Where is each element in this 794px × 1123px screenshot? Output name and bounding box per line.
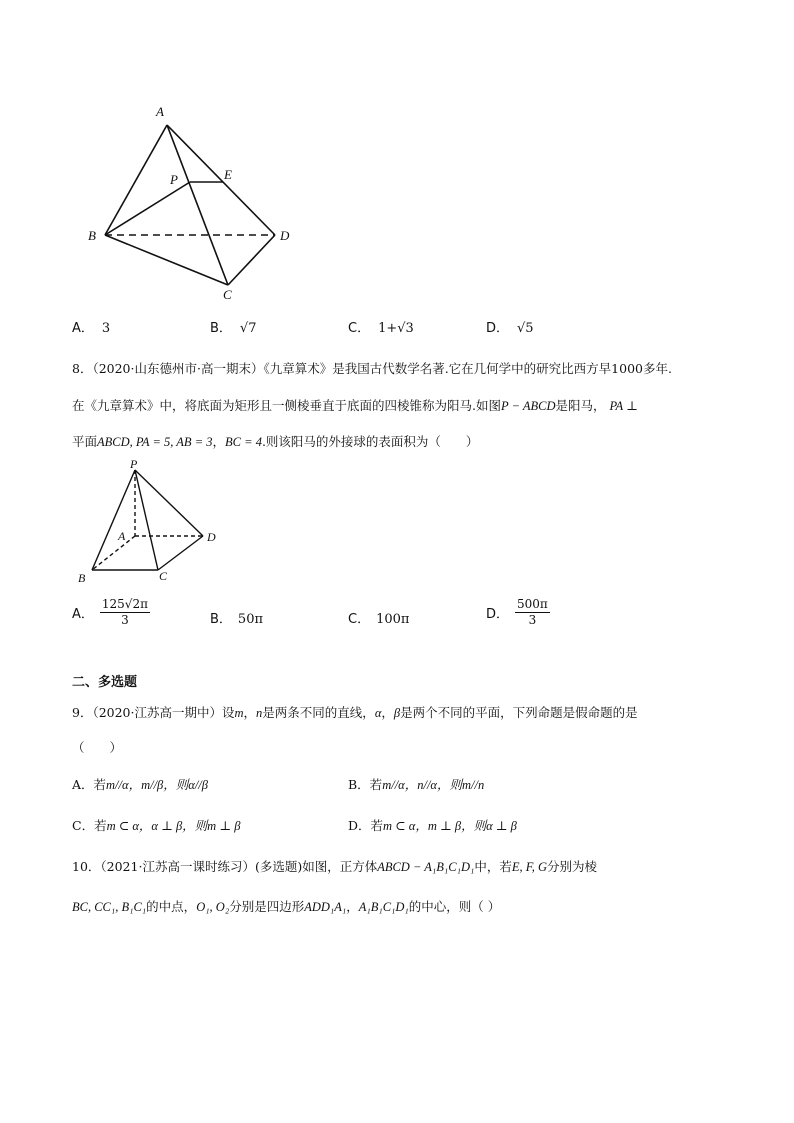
option-letter: B．: [210, 321, 232, 336]
option-value: 50π: [237, 612, 264, 627]
q9-option-b: B．若m//α，n//α，则m//n: [348, 777, 485, 792]
label-B: B: [78, 571, 86, 585]
q10-line-1: 10．（2021·江苏高一课时练习）(多选题)如图，正方体ABCD − A₁B₁C₁D₁中，若E, F, G分别为棱: [72, 859, 598, 874]
q9-line-2: （ ）: [72, 740, 123, 755]
option-numerator: 125√2π: [100, 598, 150, 613]
q7-option-d: [486, 317, 534, 336]
q8-option-c: [348, 608, 409, 627]
option-denominator: 3: [121, 613, 129, 628]
q8-option-b: [210, 608, 263, 627]
option-letter: A．: [72, 607, 94, 623]
label-C: C: [159, 569, 168, 583]
label-D: D: [280, 228, 290, 243]
label-P: P: [170, 172, 178, 187]
q8-line-3: 平面ABCD, PA = 5, AB = 3，BC = 4.则该阳马的外接球的表面积为（ ）: [72, 434, 479, 449]
label-P: P: [130, 458, 138, 471]
q8-option-a: [72, 598, 150, 627]
option-value: 100π: [376, 612, 410, 627]
option-value: 1+√3: [378, 321, 414, 336]
option-numerator: 500π: [515, 598, 550, 613]
figure-pyramid: [70, 458, 240, 588]
option-value: 3: [101, 321, 111, 336]
section-title: 二、多选题: [72, 675, 138, 690]
q8-line-1: 8．（2020·山东德州市·高一期末）《九章算术》是我国古代数学名著.它在几何学中的研究比西方早1000多年.: [72, 361, 672, 376]
q9-option-d: D．若m ⊂ α，m ⊥ β，则α ⊥ β: [348, 818, 517, 833]
q10-line-2: BC, CC₁, B₁C₁的中点，O₁, O₂分别是四边形ADD₁A₁，A₁B₁C₁D₁的中心，则（ ）: [72, 899, 501, 914]
q9-line-1: 9．（2020·江苏高一期中）设m，n是两条不同的直线，α，β是两个不同的平面，下列命题是假命题的是: [72, 705, 638, 720]
option-value: √5: [517, 321, 534, 336]
option-letter: B．: [210, 612, 232, 627]
q7-option-a: [72, 317, 110, 336]
q8-line-2: 在《九章算术》中，将底面为矩形且一侧棱垂直于底面的四棱锥称为阳马.如图P − ABCD是阳马， PA ⊥: [72, 398, 638, 413]
figure-tetrahedron: [80, 100, 320, 310]
label-C: C: [223, 287, 232, 302]
option-letter: A．: [72, 321, 94, 336]
label-E: E: [224, 167, 232, 182]
label-D: D: [207, 530, 216, 544]
q7-option-c: [348, 317, 414, 336]
option-letter: C．: [348, 612, 371, 627]
option-letter: D．: [486, 607, 510, 623]
label-B: B: [88, 228, 96, 243]
option-letter: D．: [486, 321, 510, 336]
q7-option-b: [210, 317, 256, 336]
label-A: A: [156, 104, 164, 119]
option-value: √7: [239, 321, 257, 336]
option-letter: C．: [348, 321, 371, 336]
label-A: A: [118, 529, 126, 543]
q9-option-c: C．若m ⊂ α，α ⊥ β，则m ⊥ β: [72, 818, 241, 833]
option-denominator: 3: [528, 613, 537, 628]
q8-option-d: [486, 598, 550, 627]
q9-option-a: A．若m//α，m//β，则α//β: [72, 777, 208, 792]
